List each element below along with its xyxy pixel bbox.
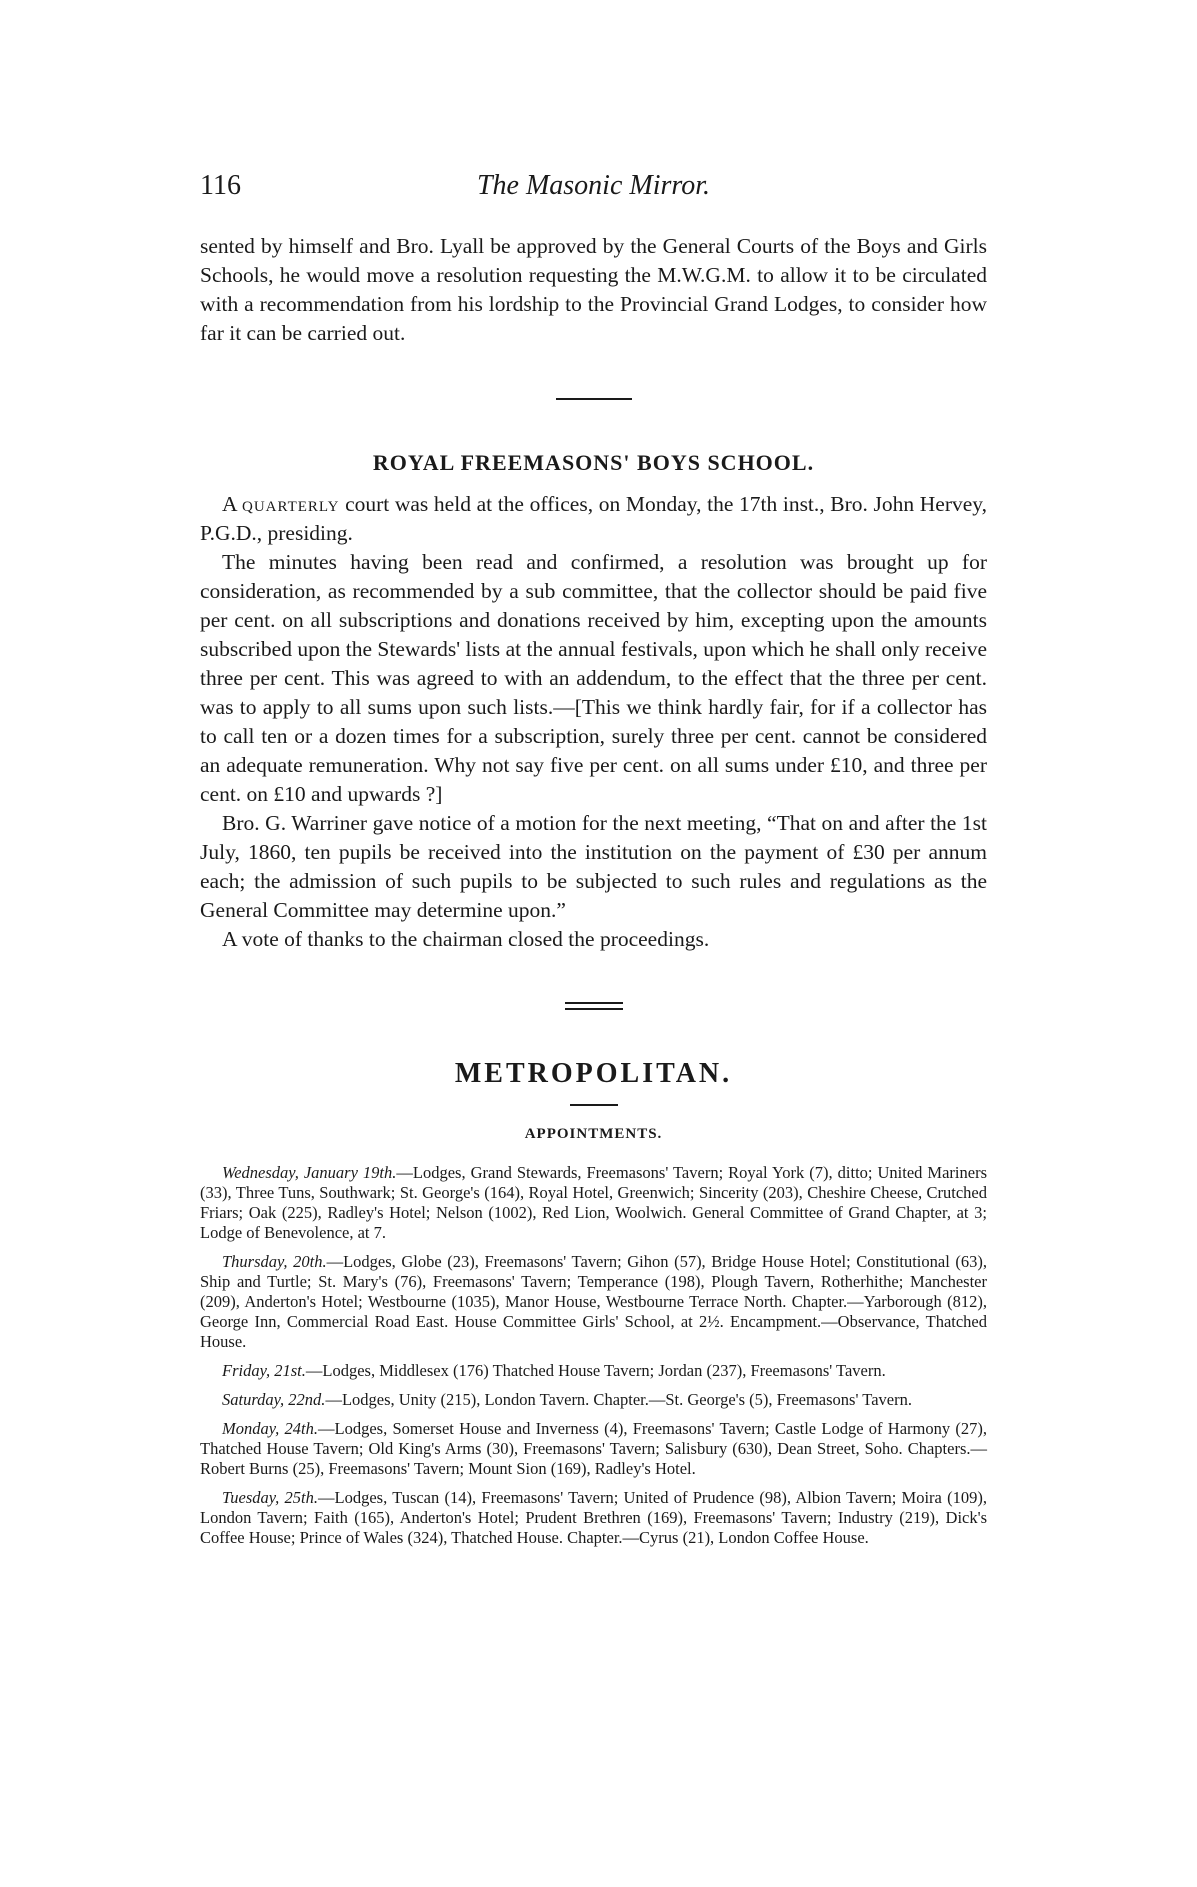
appointment-text: —Lodges, Somerset House and Inverness (4), Freemasons' Tavern; Castle Lodge of Harmony (27), Thatched House Tavern; Old King's Arms (30), Freemasons' Tavern; Salisbury (630), Dean Street, Soho. Chapters.—Robert Burns (25), Freemasons' Tavern; Mount Sion (169), Radley's Hotel.	[200, 1419, 987, 1478]
metropolitan-title: METROPOLITAN.	[454, 1058, 733, 1089]
boys-school-paragraph-3: Bro. G. Warriner gave notice of a motion for the next meeting, “That on and after the 1st July, 1860, ten pupils be received into the institution on the payment of £30 per annum each; the admission of such pupils to be subjected to such rules and regulations as the General Committee may determine upon.”	[200, 811, 987, 922]
page	[200, 170, 987, 1557]
appointment-entry	[200, 1419, 987, 1479]
appointment-day: Wednesday, January 19th.	[222, 1163, 397, 1182]
appointment-entry	[200, 1361, 987, 1381]
running-title: The Masonic Mirror.	[476, 170, 711, 201]
appointment-text: —Lodges, Unity (215), London Tavern. Chapter.—St. George's (5), Freemasons' Tavern.	[325, 1390, 912, 1409]
appointments-subtitle: APPOINTMENTS.	[524, 1126, 663, 1142]
appointment-entry	[200, 1390, 987, 1410]
appointment-day: Monday, 24th.	[222, 1419, 318, 1438]
boys-school-paragraph-2: The minutes having been read and confirmed, a resolution was brought up for consideration, as recommended by a sub committee, that the collector should be paid five per cent. on all subscriptions and donations received by him, excepting upon the amounts subscribed upon the Stewards' lists at the annual festivals, upon which he shall only receive three per cent. This was agreed to with an addendum, to the effect that the three per cent. was to apply to all sums upon such lists.—[This we think hardly fair, for if a collector has to call ten or a dozen times for a subscription, surely three per cent. cannot be considered an adequate remuneration. Why not say five per cent. on all sums under £10, and three per cent. on £10 and upwards ?]	[200, 550, 987, 806]
appointment-day: Friday, 21st.	[222, 1361, 306, 1380]
page-header	[200, 170, 987, 210]
paragraph-smallcaps: quarterly	[241, 492, 340, 516]
section-divider	[556, 398, 632, 400]
boys-school-title: ROYAL FREEMASONS' BOYS SCHOOL.	[372, 450, 815, 475]
appointment-day: Saturday, 22nd.	[222, 1390, 326, 1409]
intro-paragraph: sented by himself and Bro. Lyall be approved by the General Courts of the Boys and Girls Schools, he would move a resolution requesting the M.W.G.M. to allow it to be circulated with a recommendation from his lordship to the Provincial Grand Lodges, to consider how far it can be carried out.	[200, 234, 987, 345]
appointment-day: Thursday, 20th.	[222, 1252, 327, 1271]
appointment-day: Tuesday, 25th.	[222, 1488, 319, 1507]
appointment-text: —Lodges, Middlesex (176) Thatched House Tavern; Jordan (237), Freemasons' Tavern.	[305, 1361, 886, 1380]
appointment-text: —Lodges, Grand Stewards, Freemasons' Tavern; Royal York (7), ditto; United Mariners (33), Three Tuns, Southwark; St. George's (164), Royal Hotel, Greenwich; Sincerity (203), Cheshire Cheese, Crutched Friars; Oak (225), Radley's Hotel; Nelson (1002), Red Lion, Woolwich. General Committee of Grand Chapter, at 3; Lodge of Benevolence, at 7.	[200, 1163, 987, 1242]
appointment-entry	[200, 1163, 987, 1243]
double-divider	[565, 1002, 623, 1010]
title-underline	[570, 1104, 618, 1106]
boys-school-paragraph-4: A vote of thanks to the chairman closed the proceedings.	[222, 927, 710, 951]
paragraph-rest: court was held at the offices, on Monday, the 17th inst., Bro. John Hervey, P.G.D., presiding.	[200, 492, 988, 545]
appointment-text: —Lodges, Globe (23), Freemasons' Tavern; Gihon (57), Bridge House Hotel; Constitutional (63), Ship and Turtle; St. Mary's (76), Freemasons' Tavern; Temperance (198), Plough Tavern, Rotherhithe; Manchester (209), Anderton's Hotel; Westbourne (1035), Manor House, Westbourne Terrace North. Chapter.—Yarborough (812), George Inn, Commercial Road East. House Committee Girls' School, at 2½. Encampment.—Observance, Thatched House.	[200, 1252, 987, 1351]
boys-school-paragraph-1	[200, 490, 987, 548]
appointment-entry	[200, 1252, 987, 1352]
page-number: 116	[200, 170, 241, 201]
paragraph-lead: A	[222, 492, 237, 516]
appointment-entry	[200, 1488, 987, 1548]
appointments-list	[200, 1163, 987, 1548]
appointment-text: —Lodges, Tuscan (14), Freemasons' Tavern; United of Prudence (98), Albion Tavern; Moira (109), London Tavern; Faith (165), Anderton's Hotel; Prudent Brethren (169), Freemasons' Tavern; Industry (219), Dick's Coffee House; Prince of Wales (324), Thatched House. Chapter.—Cyrus (21), London Coffee House.	[200, 1488, 987, 1547]
